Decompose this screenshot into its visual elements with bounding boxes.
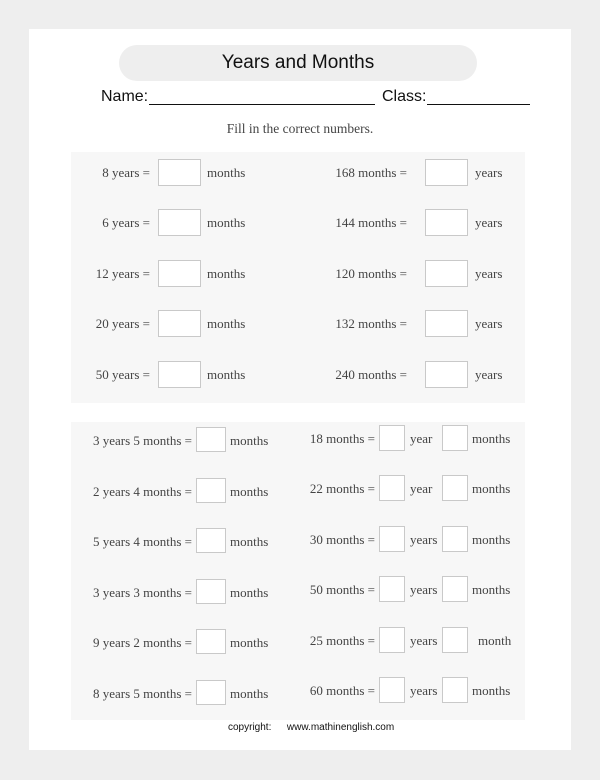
problem-unit-years: years bbox=[410, 532, 438, 547]
problem-row bbox=[71, 528, 281, 556]
problem-unit-years: year bbox=[410, 431, 433, 446]
answer-box[interactable] bbox=[425, 361, 468, 388]
problem-lhs: 120 months = bbox=[335, 266, 407, 281]
problem-row bbox=[291, 209, 525, 237]
answer-box[interactable] bbox=[158, 260, 201, 287]
problem-row bbox=[281, 526, 525, 554]
problem-unit-months: months bbox=[472, 683, 511, 698]
problem-unit: years bbox=[475, 215, 503, 230]
problem-row bbox=[71, 579, 281, 607]
problem-unit: months bbox=[207, 215, 246, 230]
class-line[interactable] bbox=[427, 104, 530, 105]
instruction-text: Fill in the correct numbers. bbox=[226, 121, 374, 136]
answer-box[interactable] bbox=[196, 427, 226, 452]
problem-unit-years: years bbox=[410, 582, 438, 597]
answer-box[interactable] bbox=[196, 478, 226, 503]
problem-row bbox=[71, 629, 281, 657]
problem-lhs: 60 months = bbox=[309, 683, 375, 698]
problem-lhs: 132 months = bbox=[335, 316, 407, 331]
answer-box-months[interactable] bbox=[442, 425, 468, 451]
answer-box-months[interactable] bbox=[442, 475, 468, 501]
class-label: Class: bbox=[382, 88, 427, 105]
answer-box[interactable] bbox=[196, 680, 226, 705]
problem-lhs: 8 years = bbox=[102, 165, 150, 180]
answer-box-months[interactable] bbox=[442, 677, 468, 703]
problem-lhs: 5 years 4 months = bbox=[92, 534, 192, 549]
problem-row bbox=[71, 427, 281, 455]
problem-unit-years: years bbox=[410, 683, 438, 698]
problem-lhs: 8 years 5 months = bbox=[92, 686, 192, 701]
problem-unit: months bbox=[207, 266, 246, 281]
section-mixed-units bbox=[71, 422, 525, 720]
problem-unit: years bbox=[475, 316, 503, 331]
problem-row bbox=[71, 209, 291, 237]
problem-unit: months bbox=[207, 367, 246, 382]
answer-box[interactable] bbox=[425, 159, 468, 186]
problem-row bbox=[291, 159, 525, 187]
problem-lhs: 20 years = bbox=[95, 316, 150, 331]
footer-copyright bbox=[228, 722, 394, 733]
problem-unit: months bbox=[230, 433, 269, 448]
problem-lhs: 240 months = bbox=[335, 367, 407, 382]
problem-row bbox=[291, 361, 525, 389]
answer-box-years[interactable] bbox=[379, 677, 405, 703]
problem-unit-years: years bbox=[410, 633, 438, 648]
problem-unit-months: months bbox=[472, 481, 511, 496]
problem-lhs: 18 months = bbox=[309, 431, 375, 446]
problem-lhs: 12 years = bbox=[95, 266, 150, 281]
answer-box[interactable] bbox=[158, 159, 201, 186]
problem-unit: months bbox=[207, 165, 246, 180]
answer-box[interactable] bbox=[196, 528, 226, 553]
problem-row bbox=[71, 310, 291, 338]
problem-unit: years bbox=[475, 165, 503, 180]
problem-unit: months bbox=[230, 635, 269, 650]
problem-lhs: 22 months = bbox=[309, 481, 375, 496]
problem-unit-years: year bbox=[410, 481, 433, 496]
problem-lhs: 25 months = bbox=[309, 633, 375, 648]
problem-unit-months: months bbox=[472, 431, 511, 446]
problem-row bbox=[71, 260, 291, 288]
copyright-label: copyright: bbox=[228, 722, 272, 733]
problem-row bbox=[281, 576, 525, 604]
name-line[interactable] bbox=[149, 104, 375, 105]
name-label: Name: bbox=[101, 88, 149, 105]
problem-row bbox=[281, 627, 525, 655]
site-link[interactable]: www.mathinenglish.com bbox=[286, 722, 395, 733]
problem-unit-months: month bbox=[478, 633, 512, 648]
answer-box[interactable] bbox=[158, 361, 201, 388]
problem-lhs: 30 months = bbox=[309, 532, 375, 547]
answer-box-years[interactable] bbox=[379, 627, 405, 653]
page-title-text: Years and Months bbox=[221, 52, 375, 73]
problem-unit: months bbox=[207, 316, 246, 331]
problem-row bbox=[291, 310, 525, 338]
answer-box[interactable] bbox=[158, 209, 201, 236]
problem-row bbox=[71, 478, 281, 506]
page-title bbox=[119, 45, 477, 81]
answer-box-months[interactable] bbox=[442, 627, 468, 653]
problem-unit: years bbox=[475, 266, 503, 281]
answer-box[interactable] bbox=[425, 260, 468, 287]
problem-row bbox=[291, 260, 525, 288]
problem-row bbox=[71, 361, 291, 389]
answer-box-years[interactable] bbox=[379, 526, 405, 552]
answer-box-years[interactable] bbox=[379, 576, 405, 602]
answer-box-months[interactable] bbox=[442, 526, 468, 552]
answer-box[interactable] bbox=[425, 310, 468, 337]
answer-box-years[interactable] bbox=[379, 425, 405, 451]
problem-unit: months bbox=[230, 686, 269, 701]
problem-lhs: 50 months = bbox=[309, 582, 375, 597]
problem-lhs: 168 months = bbox=[335, 165, 407, 180]
answer-box-years[interactable] bbox=[379, 475, 405, 501]
problem-lhs: 50 years = bbox=[95, 367, 150, 382]
problem-unit-months: months bbox=[472, 532, 511, 547]
problem-unit-months: months bbox=[472, 582, 511, 597]
problem-row bbox=[281, 475, 525, 503]
problem-unit: months bbox=[230, 585, 269, 600]
problem-row bbox=[281, 425, 525, 453]
problem-lhs: 9 years 2 months = bbox=[92, 635, 192, 650]
answer-box-months[interactable] bbox=[442, 576, 468, 602]
answer-box[interactable] bbox=[196, 629, 226, 654]
problem-row bbox=[71, 680, 281, 708]
problem-unit: years bbox=[475, 367, 503, 382]
problem-lhs: 3 years 5 months = bbox=[92, 433, 192, 448]
answer-box[interactable] bbox=[158, 310, 201, 337]
problem-lhs: 2 years 4 months = bbox=[92, 484, 192, 499]
problem-unit: months bbox=[230, 484, 269, 499]
problem-lhs: 3 years 3 months = bbox=[92, 585, 192, 600]
answer-box[interactable] bbox=[425, 209, 468, 236]
problem-unit: months bbox=[230, 534, 269, 549]
section-years-months bbox=[71, 152, 525, 403]
problem-lhs: 144 months = bbox=[335, 215, 407, 230]
problem-lhs: 6 years = bbox=[102, 215, 150, 230]
problem-row bbox=[71, 159, 291, 187]
problem-row bbox=[281, 677, 525, 705]
answer-box[interactable] bbox=[196, 579, 226, 604]
